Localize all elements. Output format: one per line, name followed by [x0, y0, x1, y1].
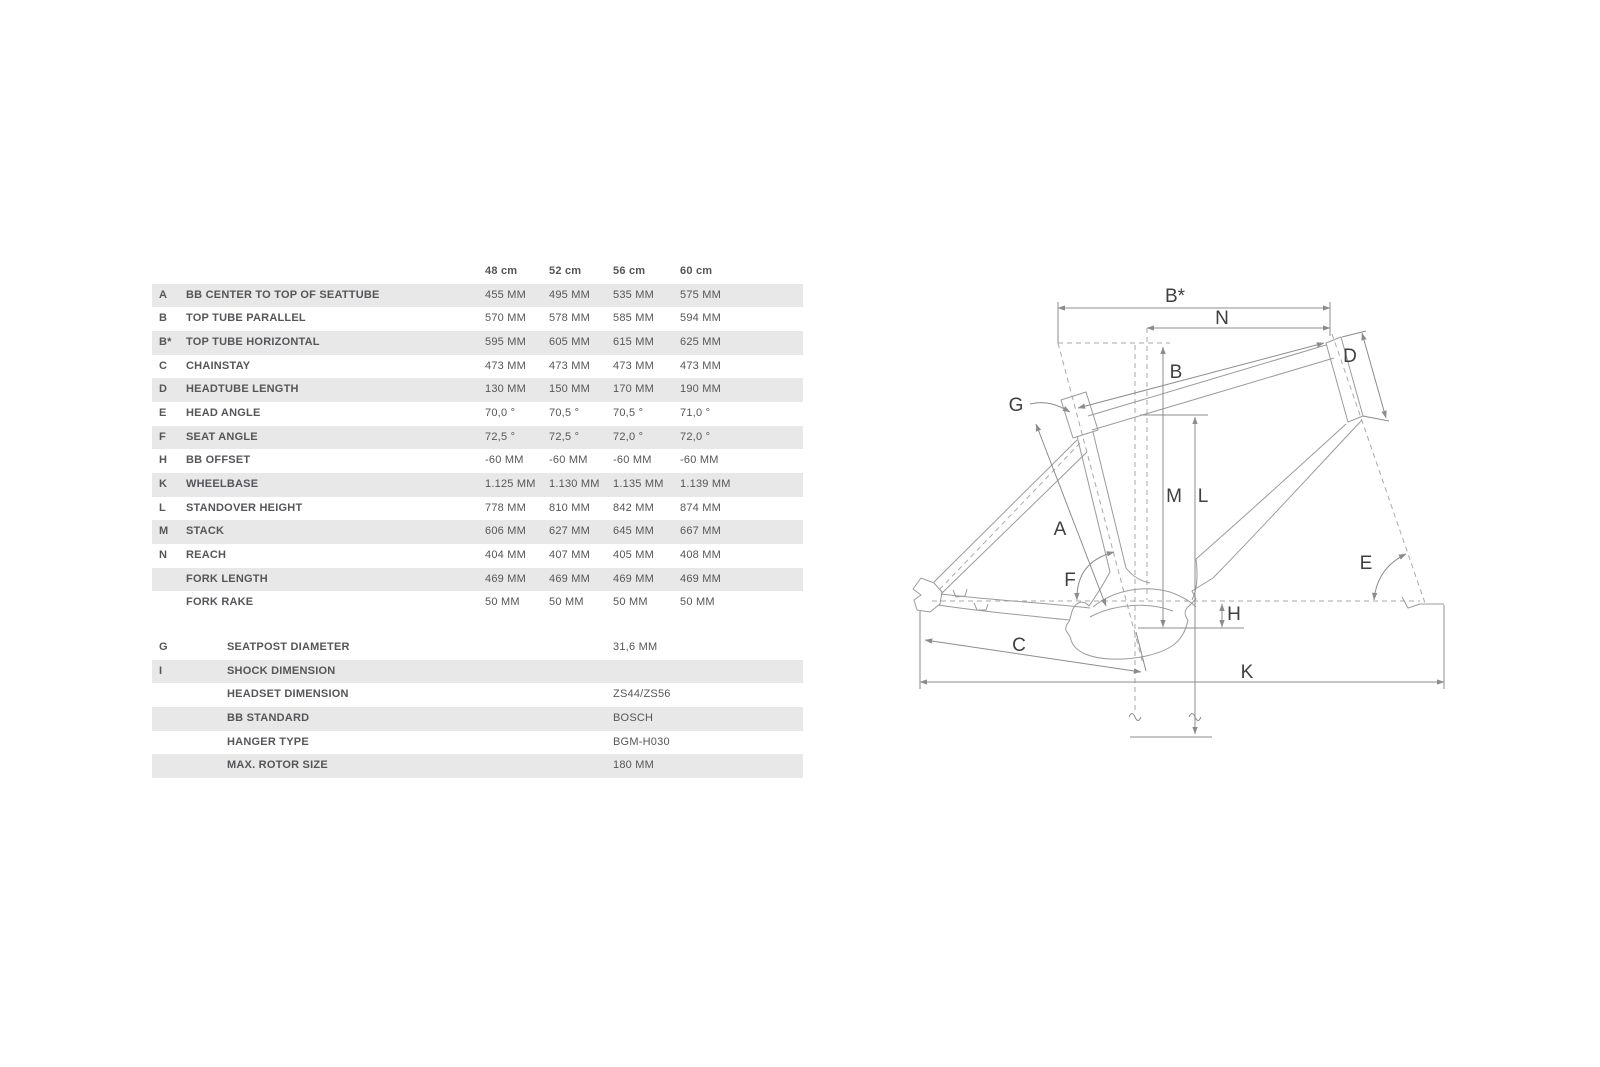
geometry-row: [152, 355, 803, 379]
spec-label: HANGER TYPE: [227, 735, 309, 748]
row-letter: E: [159, 406, 167, 419]
geometry-table-header: [152, 260, 803, 284]
spec-value: ZS44/ZS56: [613, 688, 671, 701]
down-tube-end: [1192, 559, 1197, 600]
row-value-0: 50 MM: [485, 596, 520, 609]
row-value-1: 1.130 MM: [549, 478, 600, 490]
geometry-row: [152, 284, 803, 308]
dim-c-riser: [1136, 632, 1146, 671]
row-value-1: 469 MM: [549, 572, 591, 585]
seat-tube-motor-join: [1126, 568, 1150, 583]
row-letter: [159, 568, 186, 592]
row-label: STANDOVER HEIGHT: [186, 501, 303, 514]
row-letter: B: [159, 312, 168, 325]
diagram-label-a: A: [1053, 519, 1067, 540]
diagram-label-e: E: [1359, 553, 1373, 574]
geometry-table-rows: [152, 284, 803, 616]
row-letter: A: [159, 288, 168, 301]
row-value-3: 190 MM: [680, 383, 722, 396]
diagram-labels: [1009, 286, 1373, 683]
row-label: REACH: [186, 549, 227, 562]
row-value-0: 778 MM: [485, 501, 527, 514]
diagram-label-c: C: [1012, 635, 1026, 656]
row-value-3: 408 MM: [680, 549, 722, 562]
row-label: CHAINSTAY: [186, 359, 251, 372]
spec-label: SEATPOST DIAMETER: [227, 641, 350, 653]
row-value-1: 72,5 °: [549, 430, 580, 443]
row-value-3: 625 MM: [680, 335, 722, 348]
row-letter: B*: [159, 335, 172, 348]
dim-e-arc: [1374, 554, 1406, 600]
down-tube: [1196, 420, 1362, 578]
row-value-0: 473 MM: [485, 359, 527, 372]
row-value-3: 50 MM: [680, 596, 715, 609]
row-value-3: 667 MM: [680, 525, 722, 538]
spec-value: [613, 660, 803, 684]
row-value-1: 473 MM: [549, 359, 591, 372]
row-label: WHEELBASE: [186, 478, 259, 490]
geometry-row: [152, 520, 803, 544]
row-value-0: -60 MM: [485, 454, 524, 467]
header-letter-spacer: [159, 260, 186, 284]
row-label: TOP TUBE PARALLEL: [186, 312, 306, 325]
row-value-3: 71,0 °: [680, 406, 711, 419]
spec-label: BB STANDARD: [227, 712, 310, 725]
row-value-0: 130 MM: [485, 383, 527, 396]
spec-letter: [159, 707, 227, 731]
row-value-0: 1.125 MM: [485, 478, 536, 490]
dim-b: [1078, 343, 1324, 408]
geometry-row: [152, 378, 803, 402]
row-value-0: 570 MM: [485, 312, 527, 325]
diagram-label-l: L: [1197, 486, 1209, 507]
row-label: BB OFFSET: [186, 454, 251, 467]
spec-row: [152, 636, 803, 660]
spec-letter: [159, 731, 227, 755]
row-value-2: 1.135 MM: [613, 478, 664, 490]
row-value-1: -60 MM: [549, 454, 588, 467]
row-value-1: 495 MM: [549, 288, 591, 301]
row-label: FORK LENGTH: [186, 572, 268, 585]
row-value-0: 455 MM: [485, 288, 527, 301]
diagram-label-b: B: [1169, 362, 1183, 383]
diagram-label-f: F: [1064, 570, 1076, 591]
row-value-3: 469 MM: [680, 572, 722, 585]
dim-d: [1362, 333, 1386, 418]
chainstay-tabs: [953, 589, 988, 610]
spec-row: [152, 683, 803, 707]
row-label: SEAT ANGLE: [186, 430, 258, 443]
row-value-3: 874 MM: [680, 501, 722, 514]
geometry-row: [152, 307, 803, 331]
dim-f-arc: [1077, 552, 1114, 600]
row-value-2: 615 MM: [613, 335, 655, 348]
row-letter: D: [159, 383, 168, 396]
row-value-2: 70,5 °: [613, 406, 644, 419]
motor-inner-curve: [1090, 605, 1173, 617]
row-value-1: 810 MM: [549, 501, 591, 514]
spec-row: [152, 754, 803, 778]
row-value-1: 578 MM: [549, 312, 591, 325]
row-value-2: 405 MM: [613, 549, 655, 562]
row-value-2: 535 MM: [613, 288, 655, 301]
row-value-0: 469 MM: [485, 572, 527, 585]
spec-value: BGM-H030: [613, 735, 670, 748]
row-letter: N: [159, 549, 168, 562]
row-letter: L: [159, 501, 166, 514]
row-value-2: 469 MM: [613, 572, 655, 585]
spec-letter: G: [159, 641, 168, 653]
row-letter: M: [159, 525, 169, 538]
frame-geometry-diagram: [898, 268, 1470, 758]
row-value-3: 594 MM: [680, 312, 722, 325]
geometry-row: [152, 568, 803, 592]
geometry-row: [152, 591, 803, 615]
row-value-3: 473 MM: [680, 359, 722, 372]
spec-table-rows: [152, 636, 803, 778]
geometry-row: [152, 426, 803, 450]
size-header-1: 52 cm: [549, 265, 582, 277]
geometry-row: [152, 497, 803, 521]
diagram-label-k: K: [1240, 662, 1254, 683]
diagram-label-n: N: [1215, 308, 1229, 329]
geometry-row: [152, 331, 803, 355]
row-value-0: 595 MM: [485, 335, 527, 348]
row-value-3: 1.139 MM: [680, 478, 731, 490]
geometry-table: [152, 260, 803, 615]
row-letter: F: [159, 430, 166, 443]
diagram-label-g: G: [1008, 395, 1024, 416]
row-label: HEADTUBE LENGTH: [186, 383, 299, 396]
row-value-2: 50 MM: [613, 596, 648, 609]
row-value-1: 605 MM: [549, 335, 591, 348]
row-value-3: 575 MM: [680, 288, 722, 301]
row-value-1: 627 MM: [549, 525, 591, 538]
chainstays: [938, 594, 1090, 620]
geometry-row: [152, 402, 803, 426]
break-squiggles: [1129, 714, 1201, 721]
top-tube: [1088, 345, 1334, 430]
spec-row: [152, 707, 803, 731]
rear-dropout: [913, 578, 942, 612]
row-value-2: 585 MM: [613, 312, 655, 325]
size-header-2: 56 cm: [613, 265, 646, 277]
diagram-label-m: M: [1166, 486, 1182, 507]
row-label: HEAD ANGLE: [186, 406, 261, 419]
row-value-2: 72,0 °: [613, 430, 644, 443]
row-value-1: 70,5 °: [549, 406, 580, 419]
row-label: FORK RAKE: [186, 596, 254, 609]
header-label-spacer: [186, 260, 485, 284]
spec-letter: I: [159, 664, 163, 677]
row-letter: [159, 591, 186, 615]
row-value-3: 72,0 °: [680, 430, 711, 443]
spec-letter: [159, 683, 227, 707]
row-value-1: 50 MM: [549, 596, 584, 609]
spec-label: HEADSET DIMENSION: [227, 688, 349, 701]
row-value-2: 473 MM: [613, 359, 655, 372]
row-letter: K: [159, 478, 168, 490]
row-value-2: 842 MM: [613, 501, 655, 514]
row-value-0: 70,0 °: [485, 406, 516, 419]
row-value-2: 170 MM: [613, 383, 655, 396]
geometry-row: [152, 449, 803, 473]
row-value-3: -60 MM: [680, 454, 719, 467]
row-letter: C: [159, 359, 168, 372]
row-letter: H: [159, 454, 168, 467]
diagram-label-b-star: B*: [1164, 286, 1186, 307]
spec-row: [152, 731, 803, 755]
row-value-1: 407 MM: [549, 549, 591, 562]
motor-top-curve: [1093, 589, 1196, 607]
steering-axis-line: [1332, 334, 1425, 603]
row-value-0: 72,5 °: [485, 430, 516, 443]
seat-stay-axis-line: [939, 443, 1080, 590]
geometry-row: [152, 544, 803, 568]
spec-value: 31,6 MM: [613, 641, 658, 653]
spec-row: [152, 660, 803, 684]
diagram-label-d: D: [1343, 346, 1357, 367]
spec-value: 180 MM: [613, 759, 655, 772]
spec-letter: [159, 754, 227, 778]
row-value-1: 150 MM: [549, 383, 591, 396]
spec-label: SHOCK DIMENSION: [227, 664, 336, 677]
size-header-3: 60 cm: [680, 265, 713, 277]
row-value-0: 404 MM: [485, 549, 527, 562]
spec-value: BOSCH: [613, 712, 654, 725]
spec-table: [152, 636, 803, 778]
diagram-label-h: H: [1227, 604, 1241, 625]
spec-label: MAX. ROTOR SIZE: [227, 759, 328, 772]
row-value-0: 606 MM: [485, 525, 527, 538]
geometry-row: [152, 473, 803, 497]
row-label: BB CENTER TO TOP OF SEATTUBE: [186, 288, 380, 301]
row-label: TOP TUBE HORIZONTAL: [186, 335, 320, 348]
size-header-0: 48 cm: [485, 265, 518, 277]
row-label: STACK: [186, 525, 225, 538]
dim-k-risers: [920, 605, 1444, 689]
row-value-2: 645 MM: [613, 525, 655, 538]
dim-c: [925, 640, 1141, 672]
row-value-2: -60 MM: [613, 454, 652, 467]
